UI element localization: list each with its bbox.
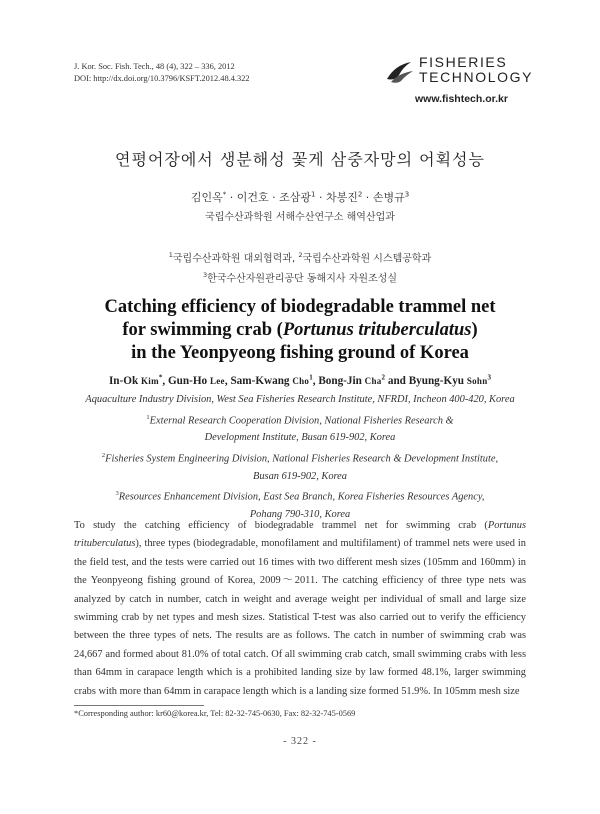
- footnote-divider: [74, 705, 204, 706]
- logo-line-1: FISHERIES: [419, 54, 508, 70]
- abstract: To study the catching efficiency of biodegradable trammel net for swimming crab (Portunus trituberculatus), three types (biodegradable, monofilament and multifilament) of trammel nets were used in the field test, and the tests were carried out 16 times with two different mesh sizes (105mm and 160mm) in the Yeonpyeong fishing ground of Korea, 2009～2011. The catching efficiency of three type nets was analyzed by catch in number, catch in weight and average weight per individual of small and large size swimming crab by net types and mesh sizes. Statistical T-test was also carried out to verify the efficiency between the three types of nets. The results are as follows. The catch in number of swimming crab was 24,667 and formed about 81.0% of total catch. Of all swimming crab catch, small swimming crabs with less than 64mm in carapace length which is a prohibited landing size by law formed 48.1%, larger swimming crabs with more than 64mm in carapace length which is a landing size formed 51.9%. In 105mm mesh size: [74, 520, 526, 697]
- affiliation: $^1$External Research Cooperation Division, National Fisheries Research &: [146, 413, 454, 426]
- author: Bong-Jin Cha$^2$ and: [318, 373, 409, 387]
- korean-affiliation-line: $^1$국립수산과학원 대외협력과, $^2$국립수산과학원 시스템공학과: [168, 251, 432, 265]
- korean-author: 차봉진: [325, 191, 358, 204]
- affiliation-continuation: Development Institute, Busan 619-902, Korea: [204, 432, 396, 444]
- korean-authors: 김인옥* · 이건호 · 조삼광$^1$ · 차봉진$^2$ · 손병규$^3$: [190, 190, 410, 204]
- english-title: [0, 296, 600, 365]
- korean-main-affiliation: 국립수산과학원 서해수산연구소 해역산업과: [205, 212, 395, 223]
- journal-meta: [74, 61, 250, 84]
- korean-affiliation: 한국수산자원관리공단 동해지사 자원조성실: [207, 273, 398, 285]
- affiliation: $^2$Fisheries System Engineering Division, National Fisheries Research & Development Institute,: [101, 451, 499, 465]
- title-line-1: Catching efficiency of biodegradable trammel net: [104, 297, 496, 317]
- korean-author: 손병규: [372, 191, 405, 204]
- korean-author: 조삼광: [279, 191, 311, 204]
- korean-affiliations: [0, 247, 600, 288]
- journal-url[interactable]: www.fishtech.or.kr: [415, 93, 508, 105]
- korean-author: 이건호: [236, 191, 269, 204]
- korean-title: 연평어장에서 생분해성 꽃게 삼중자망의 어획성능: [115, 150, 485, 169]
- logo-wordmark: [419, 55, 533, 85]
- journal-logo: [385, 54, 534, 110]
- korean-author: 김인옥: [190, 191, 223, 204]
- species-name: Portunus trituberculatus: [282, 320, 472, 340]
- author: In-Ok Kim*,: [108, 373, 168, 387]
- citation: J. Kor. Soc. Fish. Tech., 48 (4), 322 – 336, 2012: [74, 62, 235, 71]
- title-line-3: in the Yeonpyeong fishing ground of Korea: [131, 343, 469, 363]
- fish-logo-icon: [385, 57, 415, 85]
- korean-affiliation: 국립수산과학원 대외협력과,: [172, 253, 296, 265]
- affiliation-continuation: Busan 619-902, Korea: [253, 470, 347, 482]
- species-name: Portunus trituberculatus: [74, 520, 526, 550]
- author: Gun-Ho Lee,: [167, 374, 231, 387]
- logo-line-2: TECHNOLOGY: [419, 69, 534, 85]
- author-mark: *: [222, 190, 227, 199]
- author-mark: 3: [404, 190, 410, 199]
- page-number: - 322 -: [283, 736, 317, 747]
- english-affiliations: [0, 391, 600, 524]
- title-line-2: for swimming crab (Portunus trituberculatus): [122, 320, 478, 340]
- affiliation-continuation: Pohang 790-310, Korea: [249, 509, 351, 521]
- affiliation: $^3$Resources Enhancement Division, East Sea Branch, Korea Fisheries Resources Agency,: [115, 490, 485, 503]
- author: Sam-Kwang Cho$^1$,: [230, 373, 319, 387]
- affiliation: Aquaculture Industry Division, West Sea Fisheries Research Institute, NFRDI, Incheon 400-420, Korea: [85, 394, 515, 405]
- korean-affiliation: 국립수산과학원 시스템공학과: [302, 253, 432, 265]
- author-mark: 1: [310, 190, 316, 199]
- author-mark: 2: [357, 190, 363, 199]
- corresponding-author-footnote: *Corresponding author: kr60@korea.kr, Tel: 82-32-745-0630, Fax: 82-32-745-0569: [74, 709, 356, 718]
- author: Byung-Kyu Sohn$^3$: [408, 373, 492, 387]
- korean-affiliation-line: $^3$한국수산자원관리공단 동해지사 자원조성실: [202, 271, 398, 285]
- english-authors: [0, 373, 600, 387]
- doi: DOI: http://dx.doi.org/10.3796/KSFT.2012.48.4.322: [74, 73, 250, 83]
